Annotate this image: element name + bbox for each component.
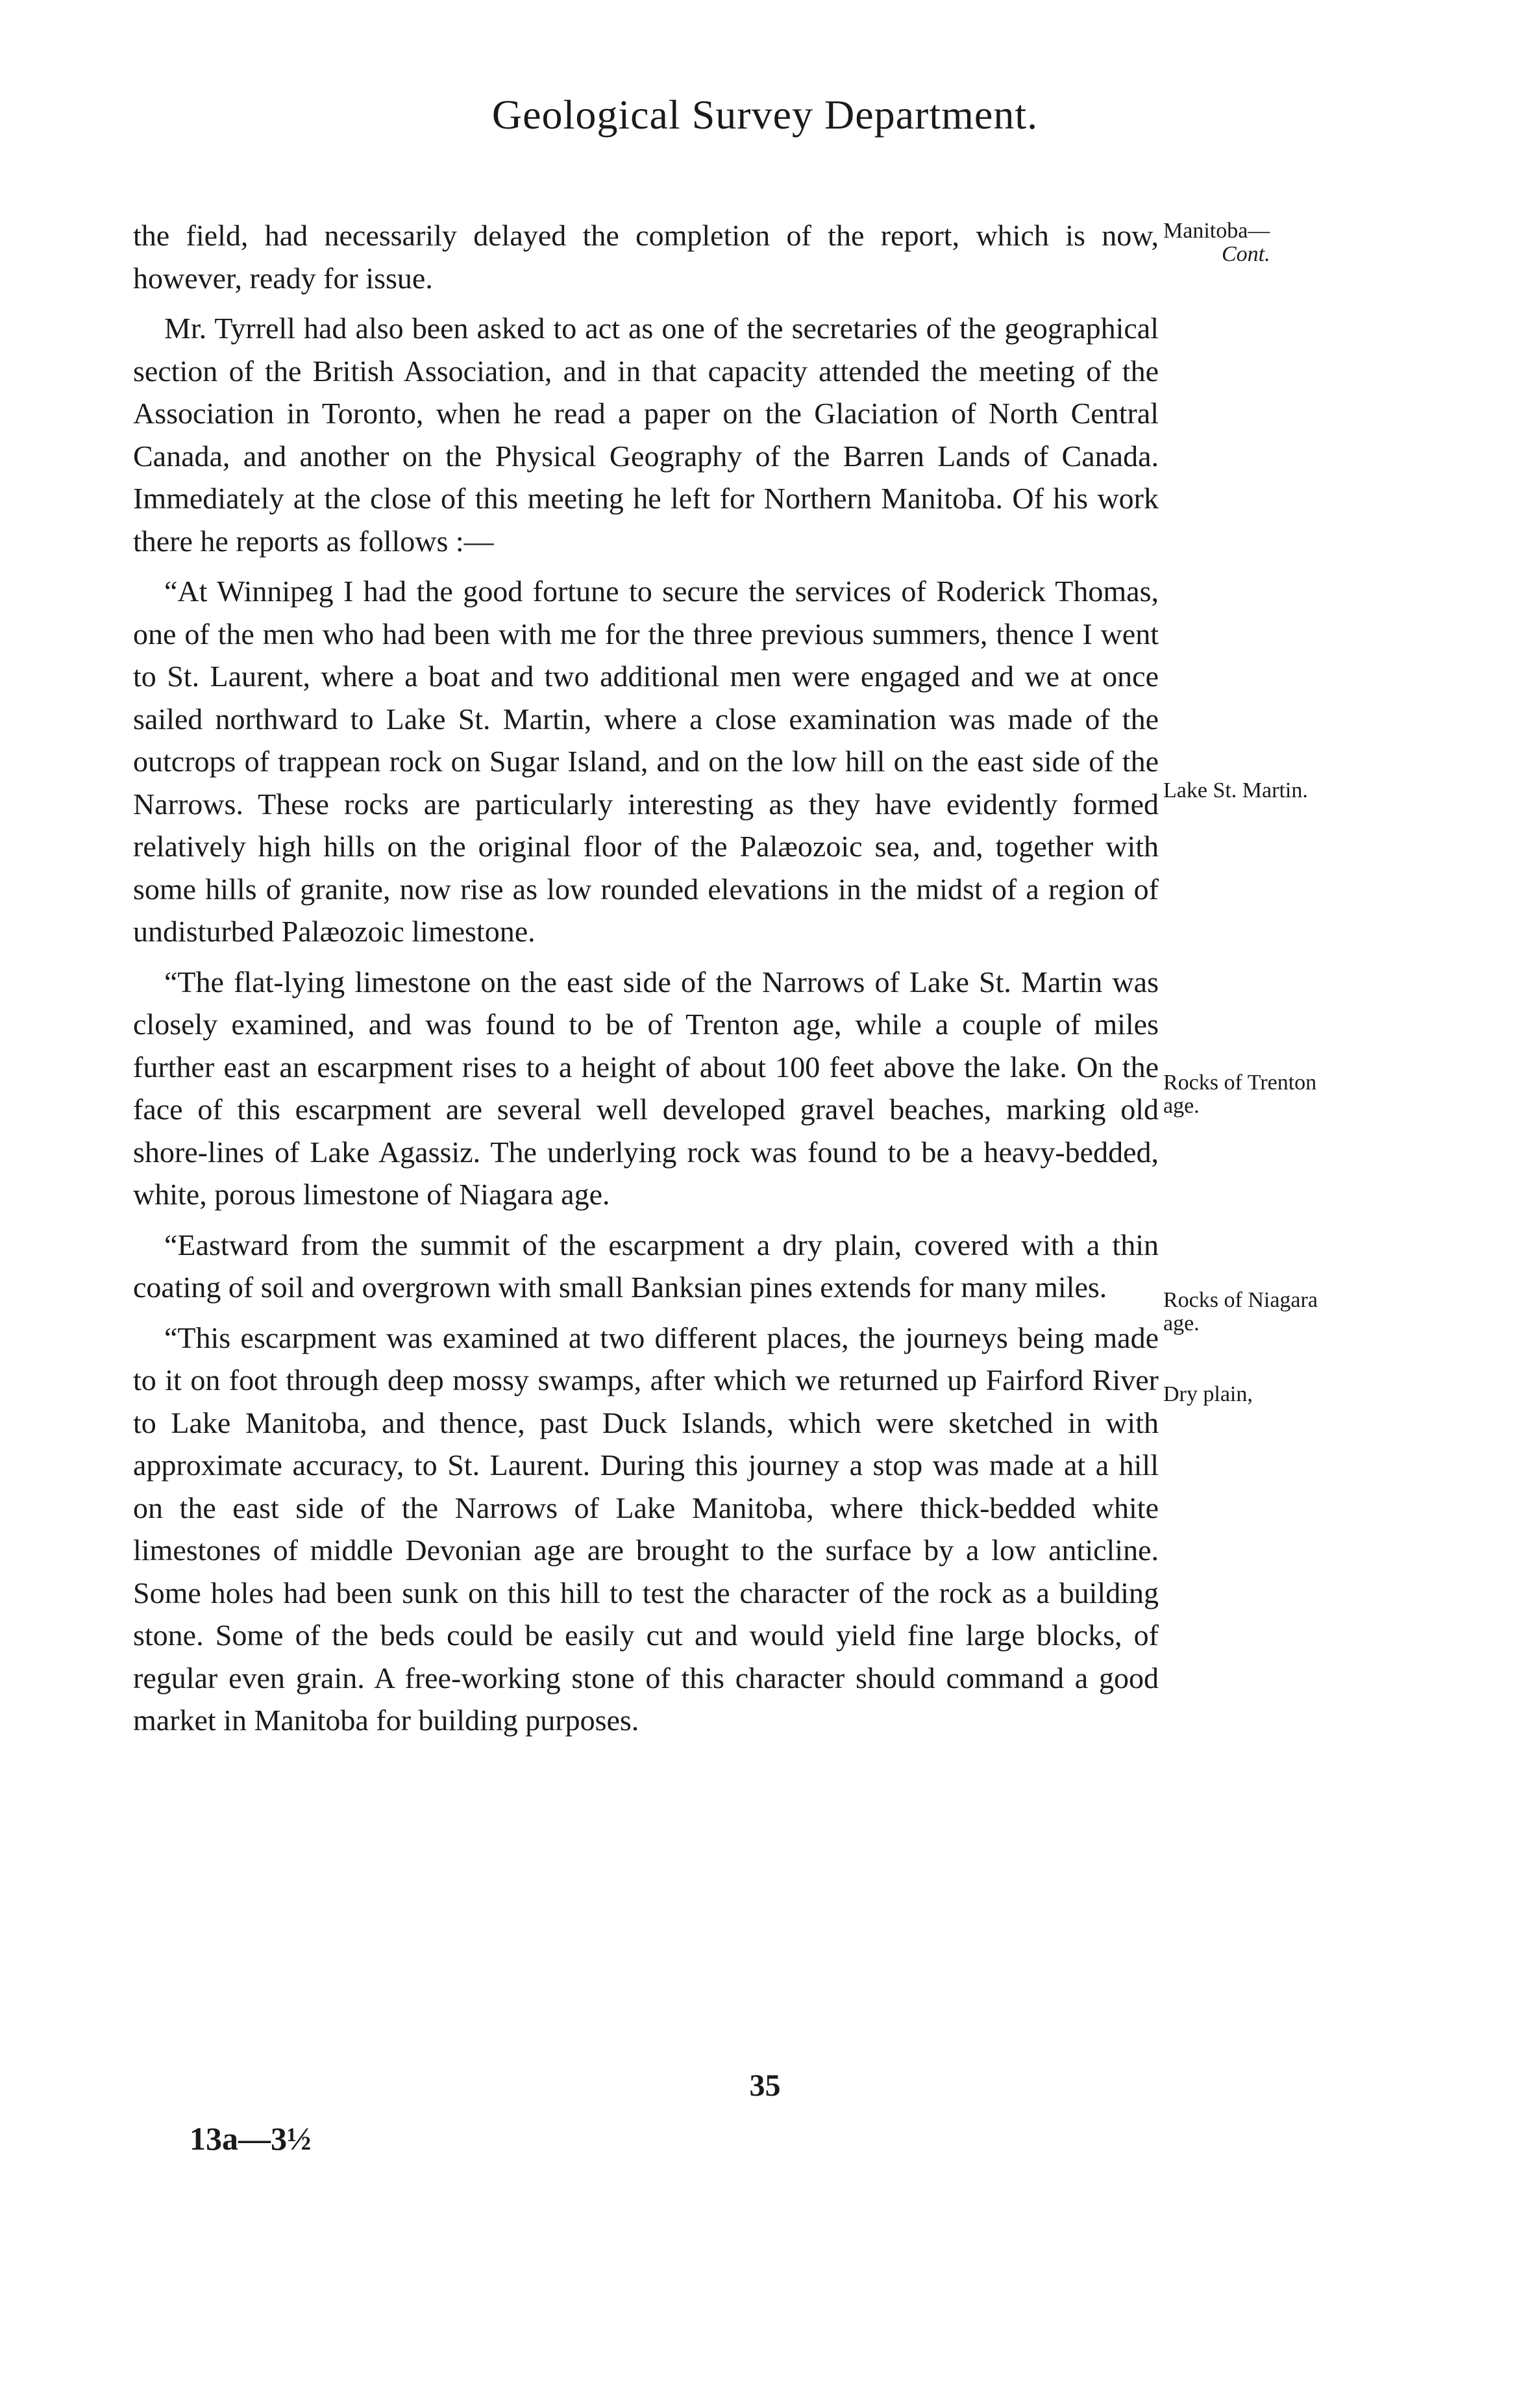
margin-note-rocks-niagara: Rocks of Niagara age. — [1163, 1288, 1318, 1335]
margin-note-rocks-trenton: Rocks of Trenton age. — [1163, 1071, 1317, 1118]
paragraph-flat-lying-limestone: “The flat-lying limestone on the east side of the Narrows of Lake St. Martin was closely examined, and was found to be of Trenton age, while a couple of miles further east an escarpment rises to a height of about 100 feet above the lake. On the face of this escarpment are several well developed gravel beaches, marking old shore-lines of Lake Agassiz. The underlying rock was found to be a heavy-bedded, white, porous limestone of Niagara age. — [133, 965, 1159, 1211]
margin-note-lake-st-martin: Lake St. Martin. — [1163, 778, 1308, 802]
page-number: 35 — [749, 2068, 781, 2103]
paragraph-eastward: “Eastward from the summit of the escarpment a dry plain, covered with a thin coating of soil and overgrown with small Banksian pines extends for many miles. — [133, 1228, 1159, 1304]
margin-note-manitoba-cont: Cont. — [1222, 242, 1270, 266]
paragraph-continuation: the field, had necessarily delayed the completion of the report, which is now, however, ready for issue. — [133, 219, 1159, 295]
paragraph-winnipeg: “At Winnipeg I had the good fortune to secure the services of Roderick Thomas, one of the men who had been with me for the three previous summers, thence I went to St. Laurent, where a boat and two additional men were engaged and we at once sailed northward to Lake St. Martin, where a close examination was made of the outcrops of trappean rock on Sugar Island, and on the low hill on the east side of the Narrows. These rocks are particularly interesting as they have evidently formed relatively high hills on the original floor of the Palæozoic sea, and, together with some hills of granite, now rise as low rounded elevations in the midst of a region of undisturbed Palæozoic limestone. — [133, 575, 1159, 948]
paragraph-tyrrell: Mr. Tyrrell had also been asked to act as one of the secretaries of the geographical section of the British Association, and in that capacity attended the meeting of the Association in Toronto, when he read a paper on the Glaciation of North Central Canada, and another on the Physical Geography of the Barren Lands of Canada. Immediately at the close of this meeting he left for Northern Manitoba. Of his work there he reports as follows :— — [133, 312, 1159, 558]
body-text — [133, 214, 1159, 1750]
paragraph-escarpment: “This escarpment was examined at two different places, the journeys being made to it on foot through deep mossy swamps, after which we returned up Fairford River to Lake Manitoba, and thence, past Duck Islands, which were sketched in with approximate accuracy, to St. Laurent. During this journey a stop was made at a hill on the east side of the Narrows of Lake Manitoba, where thick-bedded white limestones of middle Devonian age are brought to the surface by a low anticline. Some holes had been sunk on this hill to test the character of the rock as a building stone. Some of the beds could be easily cut and would yield fine large blocks, of regular even grain. A free-working stone of this character should command a good market in Manitoba for building purposes. — [133, 1321, 1159, 1737]
signature-mark: 13a—3½ — [190, 2120, 312, 2157]
margin-note-manitoba — [1163, 219, 1332, 266]
margin-note-dry-plain: Dry plain, — [1163, 1382, 1253, 1406]
page-title: Geological Survey Department. — [491, 92, 1039, 138]
margin-note-manitoba-label: Manitoba— — [1163, 219, 1270, 243]
